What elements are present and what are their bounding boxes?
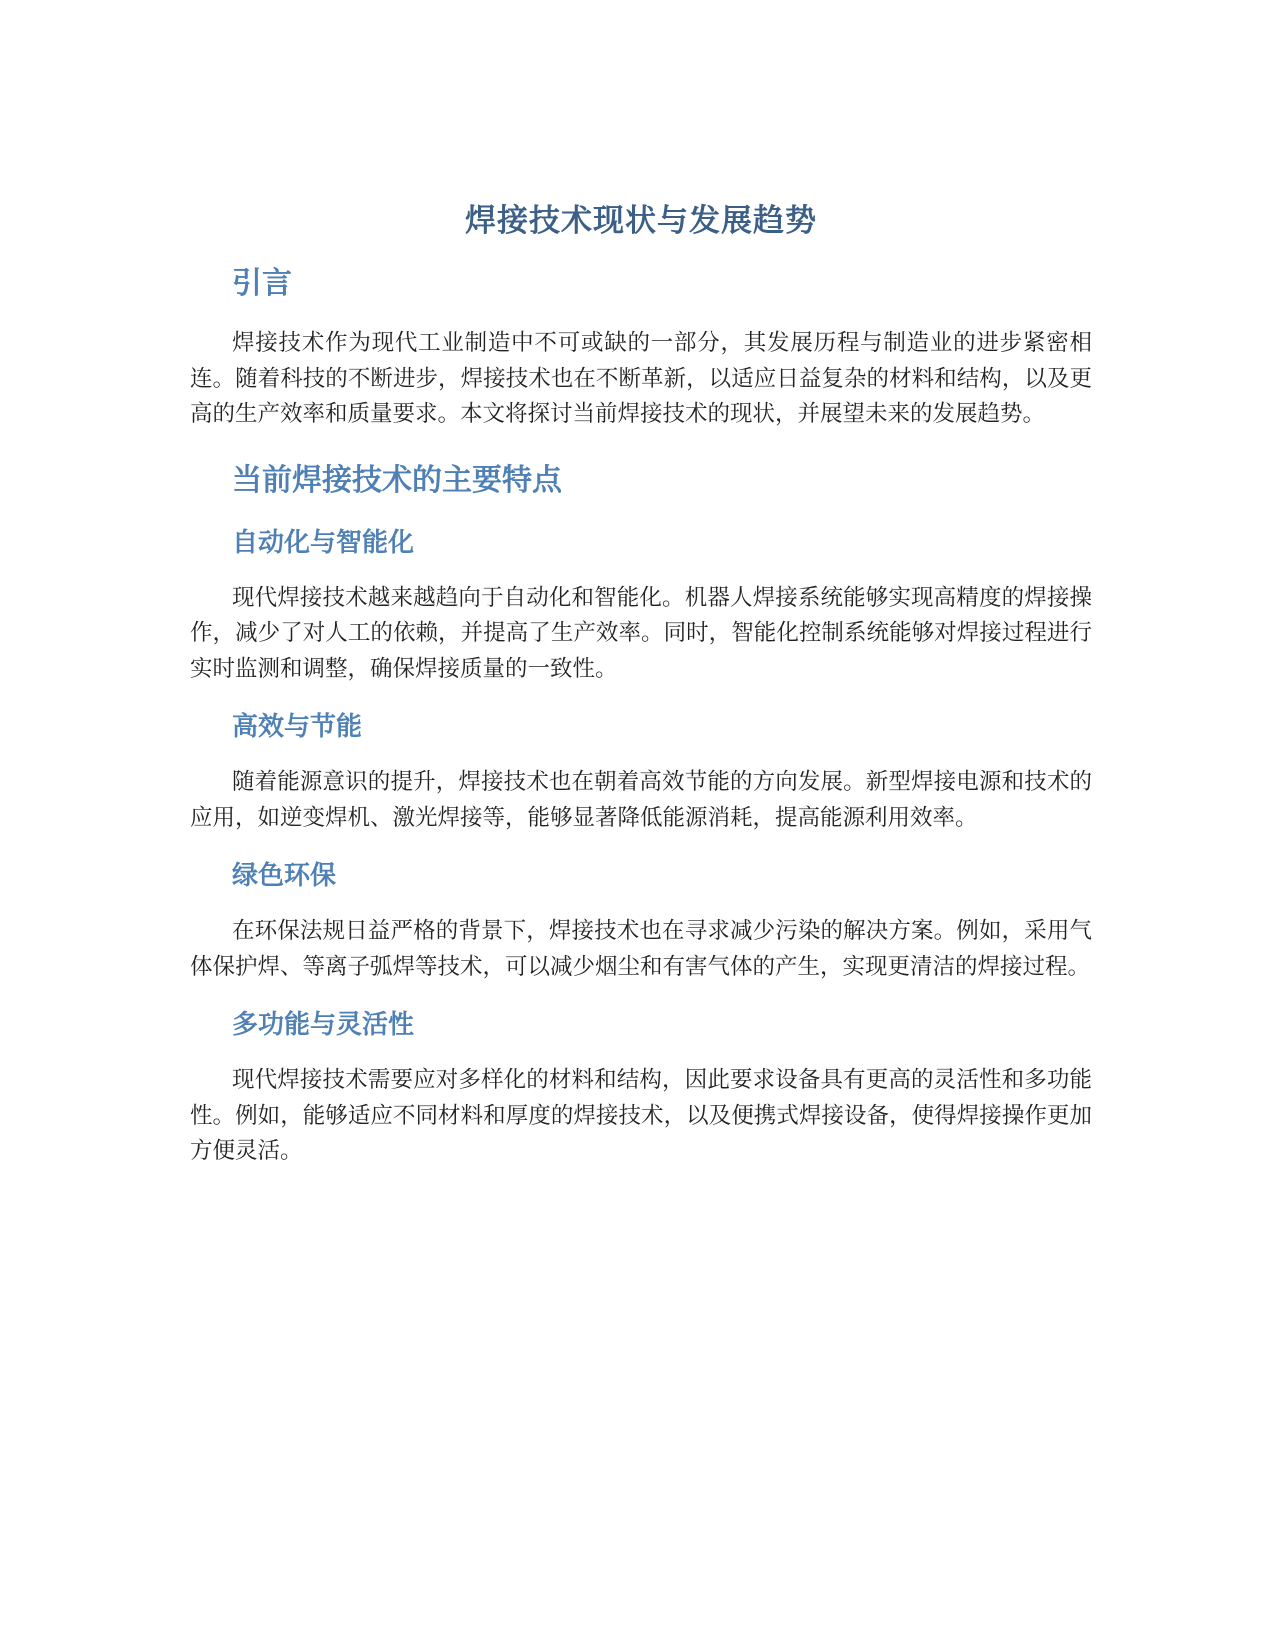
document-title: 焊接技术现状与发展趋势 — [465, 203, 817, 239]
efficiency-paragraph: 随着能源意识的提升，焊接技术也在朝着高效节能的方向发展。新型焊接电源和技术的应用，如逆变焊机、激光焊接等，能够显著降低能源消耗，提高能源利用效率。 — [190, 769, 1092, 831]
subheading-automation: 自动化与智能化 — [232, 527, 415, 558]
intro-paragraph: 焊接技术作为现代工业制造中不可或缺的一部分，其发展历程与制造业的进步紧密相连。随着科技的不断进步，焊接技术也在不断革新，以适应日益复杂的材料和结构，以及更高的生产效率和质量要求。本文将探讨当前焊接技术的现状，并展望未来的发展趋势。 — [190, 330, 1092, 427]
subheading-efficiency: 高效与节能 — [232, 712, 363, 742]
section-heading-intro: 引言 — [232, 266, 292, 301]
flexibility-paragraph: 现代焊接技术需要应对多样化的材料和结构，因此要求设备具有更高的灵活性和多功能性。例如，能够适应不同材料和厚度的焊接技术，以及便携式焊接设备，使得焊接操作更加方便灵活。 — [190, 1067, 1092, 1164]
subheading-green: 绿色环保 — [232, 861, 337, 891]
automation-paragraph: 现代焊接技术越来越趋向于自动化和智能化。机器人焊接系统能够实现高精度的焊接操作，减少了对人工的依赖，并提高了生产效率。同时，智能化控制系统能够对焊接过程进行实时监测和调整，确保焊接质量的一致性。 — [190, 584, 1092, 682]
section-heading-features: 当前焊接技术的主要特点 — [232, 462, 562, 498]
subheading-flexibility: 多功能与灵活性 — [232, 1010, 415, 1040]
document-content — [190, 195, 1092, 1190]
green-paragraph: 在环保法规日益严格的背景下，焊接技术也在寻求减少污染的解决方案。例如，采用气体保护焊、等离子弧焊等技术，可以减少烟尘和有害气体的产生，实现更清洁的焊接过程。 — [190, 918, 1092, 980]
